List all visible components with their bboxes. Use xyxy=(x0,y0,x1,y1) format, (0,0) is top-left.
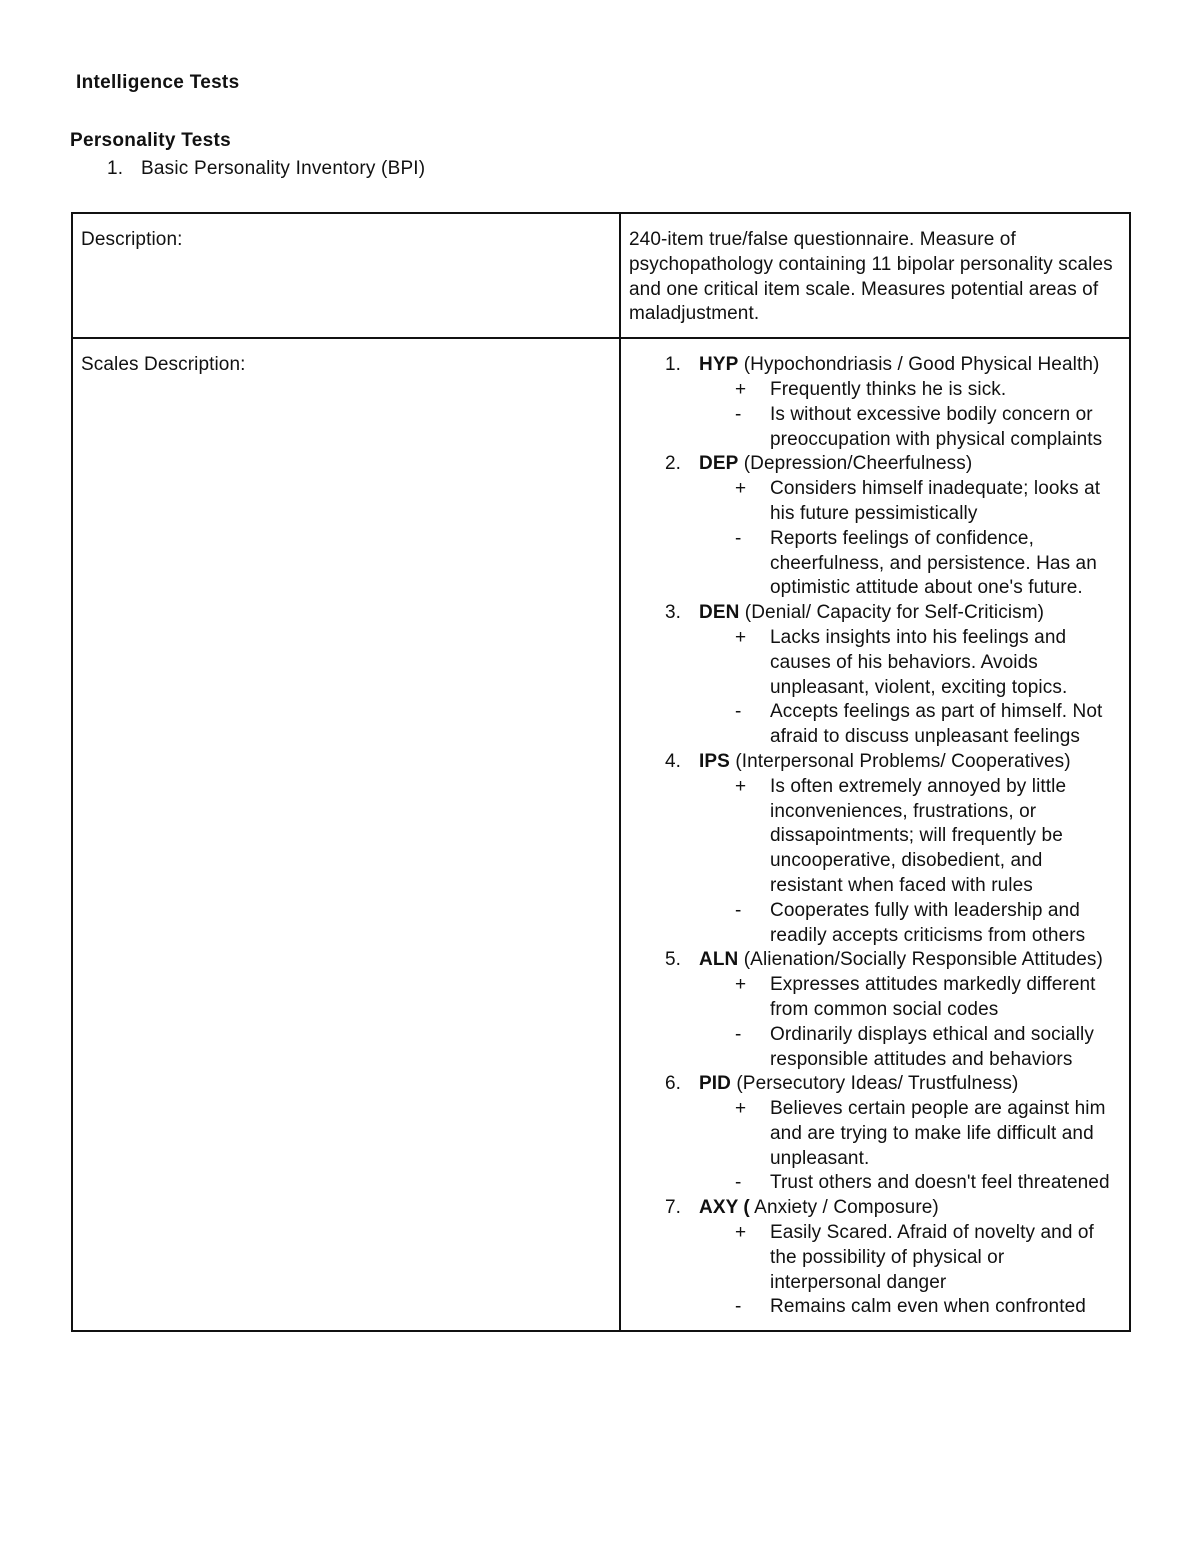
scales-label-cell xyxy=(72,338,620,1331)
scale-point xyxy=(699,403,1119,453)
scale-point xyxy=(699,1295,1119,1320)
scale-point-sign: + xyxy=(735,626,747,648)
scale-points-list xyxy=(699,1097,1119,1196)
scale-title xyxy=(699,750,1119,775)
scale-number: 7. xyxy=(665,1197,682,1219)
test-list-name: Basic Personality Inventory (BPI) xyxy=(141,158,426,179)
scale-point-sign: + xyxy=(735,1222,747,1244)
scale-point xyxy=(699,899,1119,949)
scale-point-text: Ordinarily displays ethical and socially responsible attitudes and behaviors xyxy=(770,1023,1094,1070)
scale-point-sign: - xyxy=(735,1172,742,1194)
scale-point-text: Easily Scared. Afraid of novelty and of the possibility of physical or interpersonal danger xyxy=(770,1222,1094,1293)
scale-point xyxy=(699,1023,1119,1073)
scale-point xyxy=(699,1097,1119,1171)
scale-point-text: Believes certain people are against him and are trying to make life difficult and unpleasant. xyxy=(770,1098,1106,1169)
scale-name: (Alienation/Socially Responsible Attitudes) xyxy=(738,949,1103,971)
scale-point xyxy=(699,700,1119,750)
scale-number: 2. xyxy=(665,453,682,475)
description-content-cell xyxy=(620,213,1130,338)
scale-code: AXY ( xyxy=(699,1197,750,1219)
scale-point-sign: + xyxy=(735,974,747,996)
scale-point-sign: + xyxy=(735,775,747,797)
scale-point-text: Trust others and doesn't feel threatened xyxy=(770,1172,1110,1194)
scale-title xyxy=(699,601,1119,626)
scale-point-sign: - xyxy=(735,701,742,723)
scale-name: (Persecutory Ideas/ Trustfulness) xyxy=(730,1073,1019,1095)
scale-point-sign: + xyxy=(735,478,747,500)
scale-point-text: Remains calm even when confronted xyxy=(770,1296,1086,1318)
scale-item xyxy=(629,948,1119,1072)
scale-list xyxy=(629,353,1119,1320)
scale-point-text: Cooperates fully with leadership and readily accepts criticisms from others xyxy=(770,899,1086,946)
scale-point-text: Accepts feelings as part of himself. Not afraid to discuss unpleasant feelings xyxy=(770,701,1103,748)
scale-name: (Depression/Cheerfulness) xyxy=(738,453,973,475)
scale-point xyxy=(699,775,1119,899)
scale-points-list xyxy=(699,626,1119,750)
scale-name: (Hypochondriasis / Good Physical Health) xyxy=(738,354,1100,376)
scale-number: 6. xyxy=(665,1073,682,1095)
test-list-item xyxy=(107,158,425,180)
scale-item xyxy=(629,601,1119,750)
scale-points-list xyxy=(699,775,1119,949)
scale-number: 4. xyxy=(665,750,682,772)
personality-tests-heading: Personality Tests xyxy=(70,130,232,151)
scale-point xyxy=(699,378,1119,403)
scale-point-text: Expresses attitudes markedly different from common social codes xyxy=(770,974,1096,1020)
scale-point-text: Considers himself inadequate; looks at his future pessimistically xyxy=(770,478,1101,524)
scale-point xyxy=(699,477,1119,527)
intelligence-tests-heading: Intelligence Tests xyxy=(76,72,240,93)
scale-point xyxy=(699,1171,1119,1196)
scale-point xyxy=(699,527,1119,601)
scale-item xyxy=(629,750,1119,948)
scale-number: 1. xyxy=(665,354,682,376)
scale-item xyxy=(629,1196,1119,1320)
scales-label: Scales Description: xyxy=(81,354,246,376)
scale-number: 5. xyxy=(665,949,682,971)
scale-title xyxy=(699,1072,1119,1097)
scale-name: Anxiety / Composure) xyxy=(749,1197,939,1219)
scale-code: DEN xyxy=(699,602,740,624)
scale-code: PID xyxy=(699,1073,731,1095)
scale-name: (Denial/ Capacity for Self-Criticism) xyxy=(739,602,1045,624)
scale-code: ALN xyxy=(699,949,739,971)
scale-points-list xyxy=(699,378,1119,452)
scale-point xyxy=(699,973,1119,1023)
scale-title xyxy=(699,948,1119,973)
scale-point-sign: - xyxy=(735,527,742,549)
scale-points-list xyxy=(699,1221,1119,1320)
description-label: Description: xyxy=(81,229,183,250)
description-label-cell xyxy=(72,213,620,338)
scale-point xyxy=(699,1221,1119,1295)
scale-item xyxy=(629,353,1119,452)
scale-title xyxy=(699,353,1119,378)
scale-point-text: Frequently thinks he is sick. xyxy=(770,378,1007,400)
scale-code: HYP xyxy=(699,354,739,376)
scale-point-text: Is without excessive bodily concern or preoccupation with physical complaints xyxy=(770,403,1103,450)
scale-point-text: Is often extremely annoyed by little inconveniences, frustrations, or dissapointments; will frequently be uncooperative, disobedient, and resistant when faced with rules xyxy=(770,775,1067,896)
scale-point-text: Reports feelings of confidence, cheerfulness, and persistence. Has an optimistic attitude about one's future. xyxy=(770,527,1097,599)
scale-code: IPS xyxy=(699,750,730,772)
scale-points-list xyxy=(699,973,1119,1072)
description-row xyxy=(72,213,1130,338)
scales-content-cell xyxy=(620,338,1130,1331)
scale-point-sign: - xyxy=(735,1296,742,1318)
scale-point-sign: + xyxy=(735,1098,747,1120)
scale-point-sign: - xyxy=(735,1023,742,1045)
scale-number: 3. xyxy=(665,602,682,624)
scale-item xyxy=(629,452,1119,601)
scale-name: (Interpersonal Problems/ Cooperatives) xyxy=(729,750,1071,772)
bpi-info-table xyxy=(71,212,1131,1332)
scale-code: DEP xyxy=(699,453,739,475)
scale-point xyxy=(699,626,1119,700)
scales-row xyxy=(72,338,1130,1331)
scale-item xyxy=(629,1072,1119,1196)
scale-point-sign: - xyxy=(735,403,742,425)
scale-points-list xyxy=(699,477,1119,601)
scale-title xyxy=(699,452,1119,477)
description-text: 240-item true/false questionnaire. Measure of psychopathology containing 11 bipolar personality scales and one critical item scale. Measures potential areas of maladjustment. xyxy=(629,229,1113,325)
scale-point-sign: - xyxy=(735,899,742,921)
scale-title xyxy=(699,1196,1119,1221)
scale-point-text: Lacks insights into his feelings and causes of his behaviors. Avoids unpleasant, violent, exciting topics. xyxy=(770,626,1068,698)
scale-point-sign: + xyxy=(735,378,747,400)
test-list-number: 1. xyxy=(107,158,124,179)
